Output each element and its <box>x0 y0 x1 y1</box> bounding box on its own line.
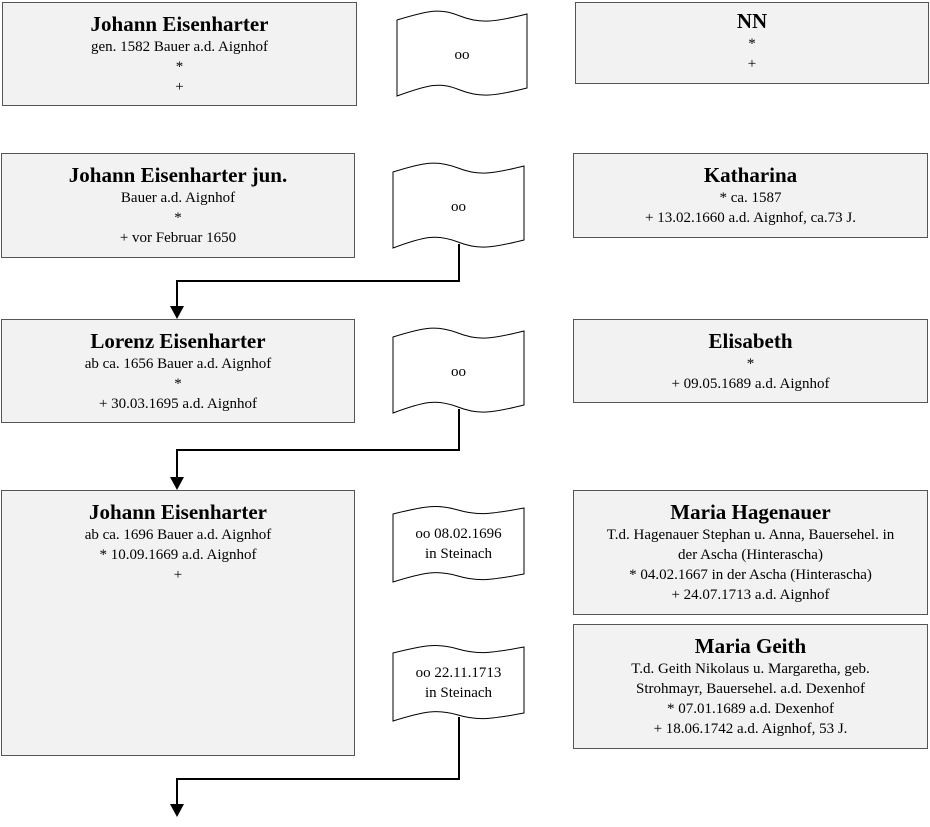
person-box-johann-eisenharter-jun <box>1 153 355 258</box>
person-birth: * 04.02.1667 in der Ascha (Hinterascha) <box>629 567 872 583</box>
person-box-lorenz-eisenharter <box>1 319 355 423</box>
arrowhead-2 <box>170 477 184 490</box>
marriage-text: oo <box>454 47 470 63</box>
person-name: Johann Eisenharter <box>90 12 269 36</box>
person-birth: * ca. 1587 <box>719 190 782 206</box>
person-detail: T.d. Hagenauer Stephan u. Anna, Bauersehel. in <box>606 527 895 543</box>
person-detail: der Ascha (Hinterascha) <box>678 547 823 563</box>
person-detail: ab ca. 1696 Bauer a.d. Aignhof <box>84 527 272 543</box>
person-birth: * <box>748 36 756 52</box>
person-detail: Bauer a.d. Aignhof <box>120 190 236 206</box>
marriage-label-1 <box>397 16 527 94</box>
marriage-label-4 <box>393 510 524 578</box>
arrowhead-1 <box>170 306 184 319</box>
person-box-nn <box>575 2 929 84</box>
person-birth: * <box>174 210 182 226</box>
person-birth: * 10.09.1669 a.d. Aignhof <box>99 547 257 563</box>
person-death: + vor Februar 1650 <box>119 230 237 246</box>
person-death: + <box>747 56 757 72</box>
person-death: + 09.05.1689 a.d. Aignhof <box>671 376 830 392</box>
person-birth: * <box>174 376 182 392</box>
marriage-label-3 <box>393 333 524 411</box>
person-box-johann-eisenharter-1669 <box>1 490 355 756</box>
marriage-date: oo 08.02.1696 <box>415 526 502 542</box>
person-death: + <box>173 567 183 583</box>
person-name: Elisabeth <box>708 329 793 353</box>
person-detail: ab ca. 1656 Bauer a.d. Aignhof <box>84 356 272 372</box>
person-name: Maria Hagenauer <box>670 500 831 524</box>
person-birth: * <box>746 356 755 372</box>
person-box-johann-eisenharter-sr <box>2 2 357 106</box>
marriage-place: in Steinach <box>424 685 493 701</box>
person-detail: Strohmayr, Bauersehel. a.d. Dexenhof <box>636 681 865 697</box>
person-name: Johann Eisenharter jun. <box>68 163 288 187</box>
arrowhead-3 <box>170 804 184 817</box>
person-death: + 24.07.1713 a.d. Aignhof <box>671 587 830 603</box>
person-name: Katharina <box>703 163 798 187</box>
person-box-maria-hagenauer <box>573 490 928 615</box>
person-death: + 13.02.1660 a.d. Aignhof, ca.73 J. <box>645 210 856 226</box>
marriage-label-2 <box>393 168 524 246</box>
person-birth: * 07.01.1689 a.d. Dexenhof <box>666 701 835 717</box>
person-name: Johann Eisenharter <box>89 500 267 524</box>
marriage-text: oo <box>451 364 466 380</box>
person-detail: gen. 1582 Bauer a.d. Aignhof <box>90 39 269 55</box>
person-death: + <box>175 79 184 95</box>
marriage-place: in Steinach <box>424 546 493 562</box>
person-death: + 18.06.1742 a.d. Aignhof, 53 J. <box>653 721 848 737</box>
person-box-elisabeth <box>573 319 928 403</box>
person-death: + 30.03.1695 a.d. Aignhof <box>98 396 258 412</box>
person-box-katharina <box>573 153 928 238</box>
marriage-date: oo 22.11.1713 <box>415 665 502 681</box>
person-name: NN <box>736 9 768 33</box>
marriage-label-5 <box>393 649 524 717</box>
person-name: Maria Geith <box>694 634 807 658</box>
person-detail: T.d. Geith Nikolaus u. Margaretha, geb. <box>631 661 870 677</box>
person-birth: * <box>175 59 184 75</box>
marriage-text: oo <box>451 199 466 215</box>
person-name: Lorenz Eisenharter <box>90 329 266 353</box>
person-box-maria-geith <box>573 624 928 749</box>
